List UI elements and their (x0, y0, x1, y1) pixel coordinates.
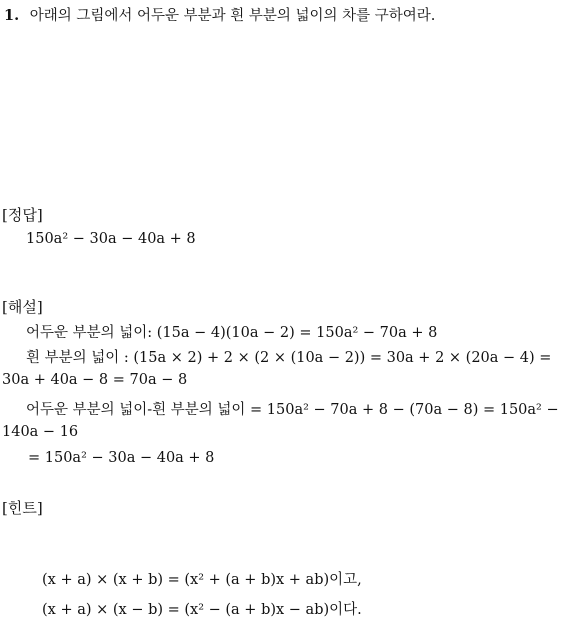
explanation-line: 어두운 부분의 넓이-흰 부분의 넓이 = 150a² − 70a + 8 − (70a − 8) = 150a² − (26, 402, 559, 418)
answer-expression: 150a² − 30a − 40a + 8 (26, 231, 196, 247)
question-number: 1. (4, 7, 20, 24)
explanation-line: 30a + 40a − 8 = 70a − 8 (2, 372, 188, 388)
question (4, 4, 435, 25)
explanation-line: 140a − 16 (2, 424, 79, 440)
hint-line: (x + a) × (x + b) = (x² + (a + b)x + ab)이고, (42, 572, 362, 588)
answer-heading: [정답] (2, 206, 43, 224)
hint-heading: [힌트] (2, 499, 43, 517)
hint-line: (x + a) × (x − b) = (x² − (a + b)x − ab)이다. (42, 602, 362, 618)
explanation-line: 어두운 부분의 넓이: (15a − 4)(10a − 2) = 150a² − 70a + 8 (26, 325, 438, 341)
explanation-heading: [해설] (2, 298, 43, 316)
question-text: 아래의 그림에서 어두운 부분과 흰 부분의 넓이의 차를 구하여라. (29, 8, 436, 24)
explanation-line: 흰 부분의 넓이 : (15a × 2) + 2 × (2 × (10a − 2)) = 30a + 2 × (20a − 4) = (26, 350, 552, 366)
explanation-line: = 150a² − 30a − 40a + 8 (28, 450, 215, 466)
figure-area (0, 30, 572, 200)
